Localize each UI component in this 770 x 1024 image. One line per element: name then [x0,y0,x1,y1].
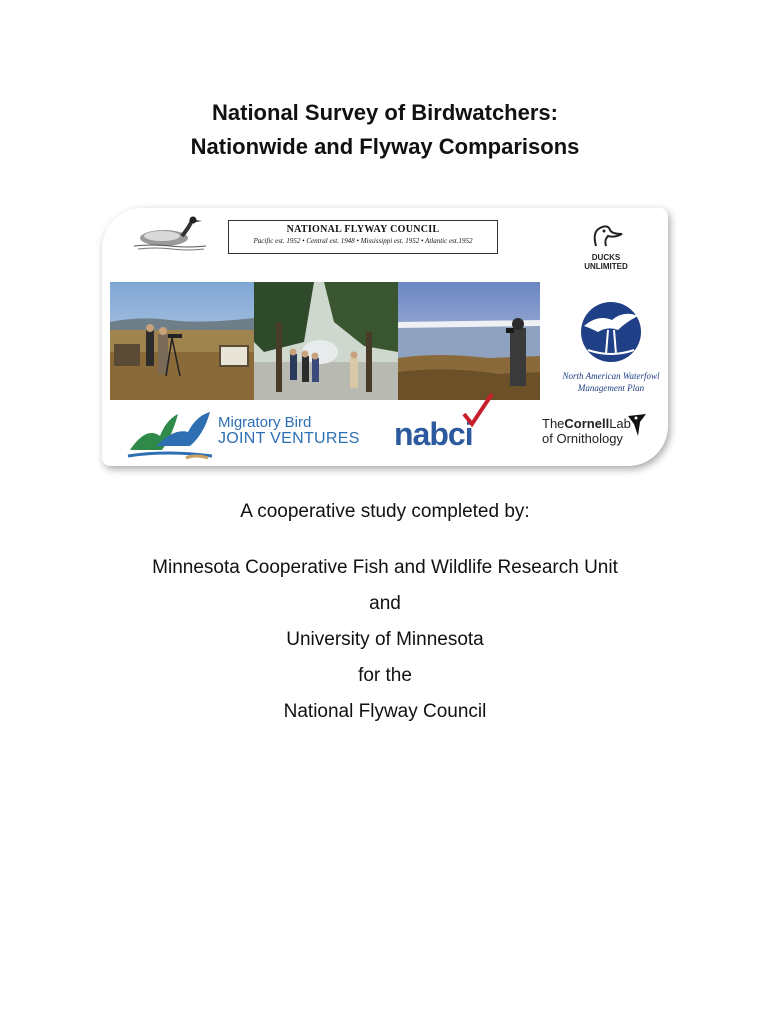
lake-photo-image [398,282,540,400]
and-line: and [369,593,401,614]
org-national-flyway-council: National Flyway Council [283,701,487,722]
nabci-check-icon [392,390,502,436]
mbjv-line-2: JOINT VENTURES [218,430,360,447]
ducks-unlimited-logo [576,222,636,271]
nfc-flyways: Pacific est. 1952 • Central est. 1948 • Mississippi est. 1952 • Atlantic est.1952 [253,237,473,245]
for-the-line: for the [358,665,412,686]
duck-head-icon [586,222,626,248]
nawmp-line-2: Management Plan [577,383,645,393]
du-line-2: UNLIMITED [584,262,628,271]
forest-photo-image [254,282,398,400]
partner-banner [102,208,668,466]
du-line-1: DUCKS [591,253,621,262]
goose-icon [132,216,208,252]
photo-forest-birders [254,282,398,400]
cornell-lab-logo [542,416,631,446]
cornell-bird-icon [626,412,648,438]
title-line-1: National Survey of Birdwatchers: [212,100,558,125]
cornell-line-1: TheCornellLab [542,416,631,431]
migratory-bird-jv-icon [126,406,216,462]
cornell-line-2: of Ornithology [542,431,623,446]
org-minnesota-coop-unit: Minnesota Cooperative Fish and Wildlife Research Unit [152,557,618,578]
marsh-photo-image [110,282,254,400]
photo-marsh-birders [110,282,254,400]
nawmp-logo [556,300,666,393]
photo-lake-birder [398,282,540,400]
nabci-logo-text: nabci [394,416,473,452]
mbjv-line-1: Migratory Bird [218,414,312,431]
national-flyway-council-logo [228,220,498,254]
waterfowl-emblem-icon [578,300,644,364]
nawmp-line-1: North American Waterfowl [562,371,660,381]
title-line-2: Nationwide and Flyway Comparisons [190,134,580,159]
nfc-title: NATIONAL FLYWAY COUNCIL [286,224,440,235]
org-university-minnesota: University of Minnesota [286,629,484,650]
cooperative-line: A cooperative study completed by: [240,501,530,522]
document-title [0,96,770,164]
